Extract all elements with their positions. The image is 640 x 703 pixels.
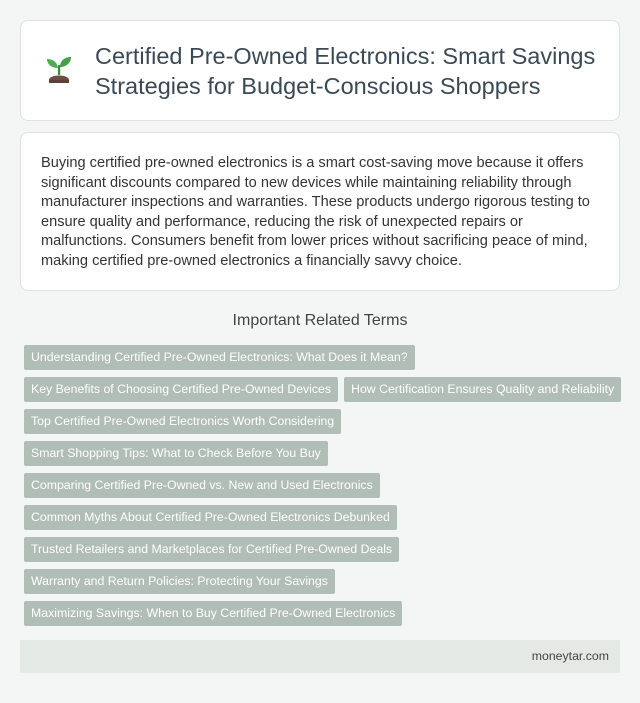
term-row [24,601,620,626]
term-row [24,409,620,434]
header-card [20,20,620,121]
footer-site-link[interactable]: moneytar.com [531,649,609,663]
term-row [24,345,620,370]
term-tag[interactable]: Key Benefits of Choosing Certified Pre-Owned Devices [24,377,338,402]
term-row [24,473,620,498]
related-terms-heading: Important Related Terms [232,312,408,329]
term-tag[interactable]: Comparing Certified Pre-Owned vs. New and Used Electronics [24,473,380,498]
term-tag[interactable]: Trusted Retailers and Marketplaces for Certified Pre-Owned Deals [24,537,399,562]
term-tag[interactable]: Warranty and Return Policies: Protecting Your Savings [24,569,335,594]
intro-paragraph: Buying certified pre-owned electronics is a smart cost-saving move because it offers significant discounts compared to new devices while maintaining reliability through manufacturer inspections and warranties. These products undergo rigorous testing to ensure quality and performance, reducing the risk of unexpected repairs or malfunctions. Consumers benefit from lower prices without sacrificing peace of mind, making certified pre-owned electronics a financially savvy choice. [41,155,590,269]
term-row [24,569,620,594]
term-tag[interactable]: Smart Shopping Tips: What to Check Before You Buy [24,441,328,466]
footer [20,640,620,673]
term-tag[interactable]: How Certification Ensures Quality and Reliability [344,377,621,402]
page-title: Certified Pre-Owned Electronics: Smart Savings Strategies for Budget-Conscious Shoppers [95,42,596,99]
term-row [24,377,620,402]
term-tag[interactable]: Top Certified Pre-Owned Electronics Worth Considering [24,409,341,434]
term-row [24,537,620,562]
term-row [24,441,620,466]
term-tag[interactable]: Understanding Certified Pre-Owned Electronics: What Does it Mean? [24,345,415,370]
intro-card [20,132,620,291]
seedling-icon [45,56,73,86]
term-row [24,505,620,530]
term-tag[interactable]: Common Myths About Certified Pre-Owned Electronics Debunked [24,505,397,530]
related-terms-list [24,345,620,633]
term-tag[interactable]: Maximizing Savings: When to Buy Certified Pre-Owned Electronics [24,601,402,626]
